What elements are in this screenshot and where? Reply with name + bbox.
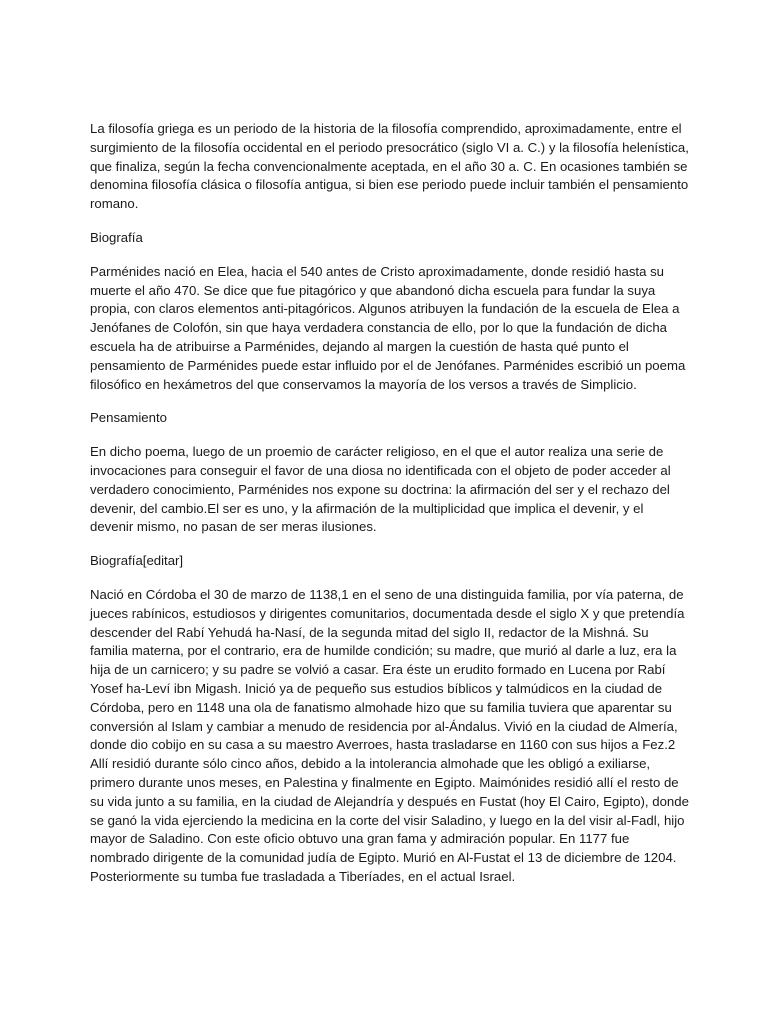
pensamiento-paragraph: En dicho poema, luego de un proemio de carácter religioso, en el que el autor realiza una serie de invocaciones para conseguir el favor de una diosa no identificada con el objeto de poder acceder al verdadero conocimiento, Parménides nos expone su doctrina: la afirmación del ser y el rechazo del devenir, del cambio.El ser es uno, y la afirmación de la multiplicidad que implica el devenir, y el devenir mismo, no pasan de ser meras ilusiones.: [90, 444, 671, 535]
biografia-paragraph: Parménides nació en Elea, hacia el 540 antes de Cristo aproximadamente, donde residió hasta su muerte el año 470. Se dice que fue pitagórico y que abandonó dicha escuela para fundar la suya propia, con claros elementos anti-pitagóricos. Algunos atribuyen la fundación de la escuela de Elea a Jenófanes de Colofón, sin que haya verdadera constancia de ello, por lo que la fundación de dicha escuela ha de atribuirse a Parménides, dejando al margen la cuestión de hasta qué punto el pensamiento de Parménides puede estar influido por el de Jenófanes. Parménides escribió un poema filosófico en hexámetros del que conservamos la mayoría de los versos a través de Simplicio.: [90, 263, 686, 392]
biografia-heading: Biografía: [90, 229, 143, 245]
intro-paragraph: La filosofía griega es un periodo de la historia de la filosofía comprendido, aproximadamente, entre el surgimiento de la filosofía occidental en el periodo presocrático (siglo VI a. C.) y la filosofía helenística, que finaliza, según la fecha convencionalmente aceptada, en el año 30 a. C. En ocasiones también se denomina filosofía clásica o filosofía antigua, si bien ese periodo puede incluir también el pensamiento romano.: [90, 121, 689, 212]
biografia-editar-heading: Biografía[editar]: [90, 553, 184, 569]
maimonides-paragraph: Nació en Córdoba el 30 de marzo de 1138,1 en el seno de una distinguida familia, por vía paterna, de jueces rabínicos, estudiosos y dirigentes comunitarios, documentada desde el siglo X y que pretendía descender del Rabí Yehudá ha-Nasí, de la segunda mitad del siglo II, redactor de la Mishná. Su familia materna, por el contrario, era de humilde condición; su madre, que murió al darle a luz, era la hija de un carnicero; y su padre se volvió a casar. Era éste un erudito formado en Lucena por Rabí Yosef ha-Leví ibn Migash. Inició ya de pequeño sus estudios bíblicos y talmúdicos en la ciudad de Córdoba, pero en 1148 una ola de fanatismo almohade hizo que su familia tuviera que aparentar su conversión al Islam y cambiar a menudo de residencia por al-Ándalus. Vivió en la ciudad de Almería, donde dio cobijo en su casa a su maestro Averroes, hasta trasladarse en 1160 con sus hijos a Fez.2 Allí residió durante sólo cinco años, debido a la intolerancia almohade que les obligó a exiliarse, primero durante unos meses, en Palestina y finalmente en Egipto. Maimónides residió allí el resto de su vida junto a su familia, en la ciudad de Alejandría y después en Fustat (hoy El Cairo, Egipto), donde se ganó la vida ejerciendo la medicina en la corte del visir Saladino, y luego en la del visir al-Fadl, hijo mayor de Saladino. Con este oficio obtuvo una gran fama y admiración popular. En 1177 fue nombrado dirigente de la comunidad judía de Egipto. Murió en Al-Fustat el 13 de diciembre de 1204. Posteriormente su tumba fue trasladada a Tiberíades, en el actual Israel.: [90, 586, 689, 884]
document-body: [90, 120, 690, 902]
pensamiento-heading: Pensamiento: [90, 410, 167, 426]
